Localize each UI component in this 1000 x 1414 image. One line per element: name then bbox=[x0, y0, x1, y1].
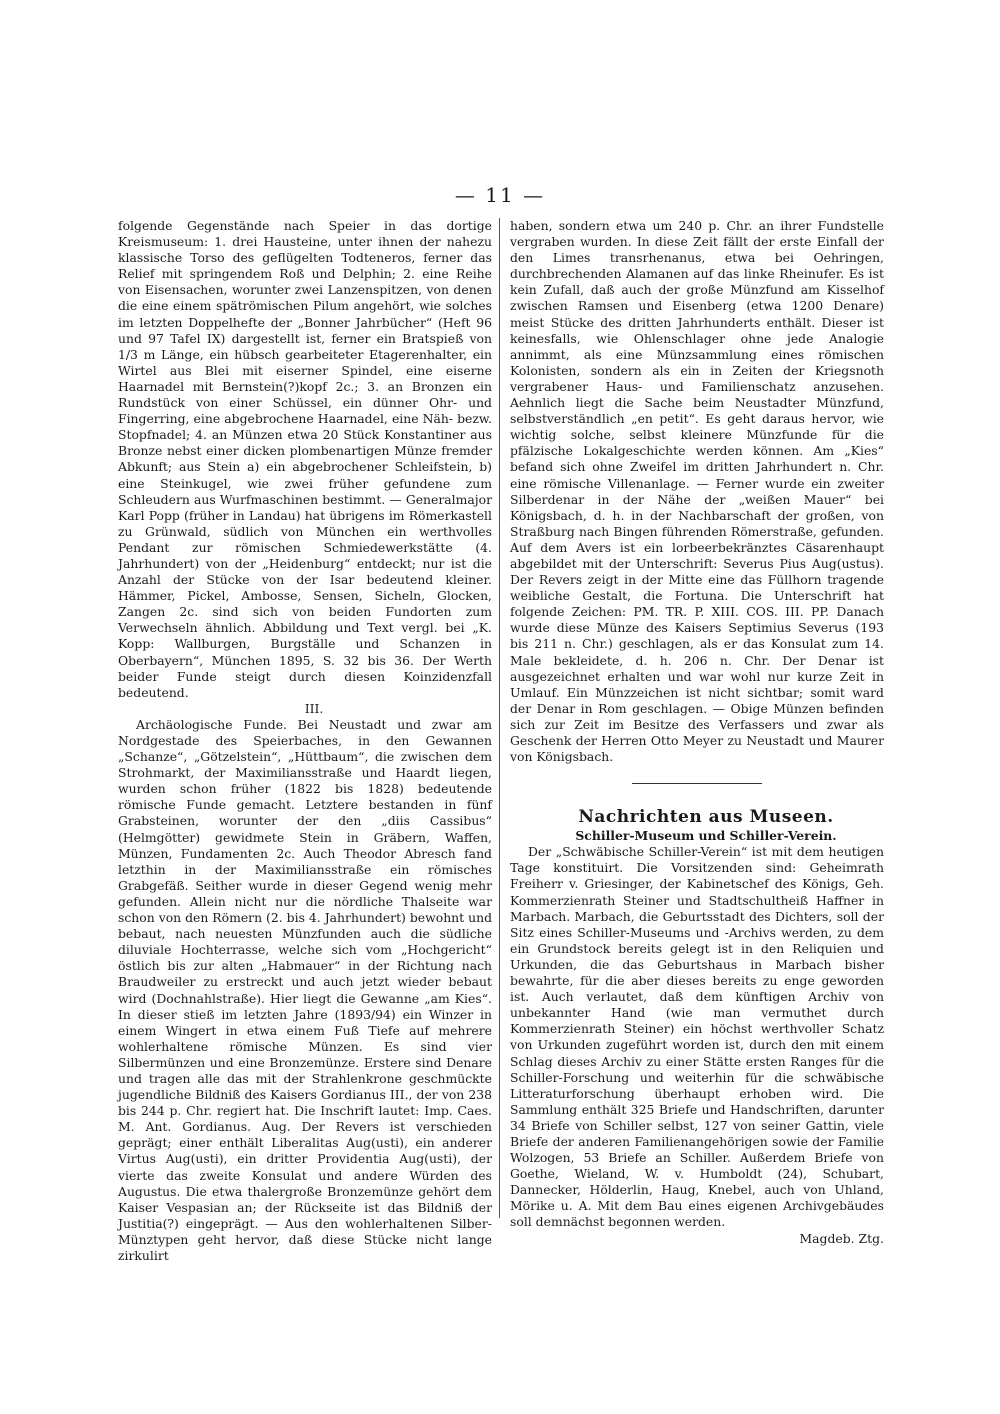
right-paragraph-1: haben, sondern etwa um 240 p. Chr. an ihrer Fundstelle vergraben wurden. In diese Zeit fällt der erste Einfall der den Limes transrhenanus, etwa bei Oehringen, durchbrechenden Alamanen auf das linke Rheinufer. Es ist kein Zufall, daß auch der große Münzfund am Kisselhof zwischen Ramsen und Eisenberg (etwa 1200 Denare) meist Stücke des dritten Jahrhunderts enthält. Dieser ist keinesfalls, wie Ohlenschlager ohne jede Analogie annimmt, als eine Münzsammlung eines römischen Kolonisten, sondern als ein in Zeiten der Kriegsnoth vergrabener Haus- und Familienschatz anzusehen. Aehnlich liegt die Sache beim Neustadter Münzfund, selbstverständlich „en petit“. Es geht daraus hervor, wie wichtig solche, selbst kleinere Münzfunde für die pfälzische Lokalgeschichte werden können. Am „Kies“ befand sich ohne Zweifel im dritten Jahrhundert n. Chr. eine römische Villenanlage. — Ferner wurde ein zweiter Silberdenar in der Nähe der „weißen Mauer“ bei Königsbach, d. h. in der Nachbarschaft der großen, von Straßburg nach Bingen führenden Römerstraße, gefunden. Auf dem Avers ist ein lorbeerbekränztes Cäsarenhaupt abgebildet mit der Unterschrift: Severus Pius Aug(ustus). Der Revers zeigt in der Mitte eine das Füllhorn tragende weibliche Gestalt, die Fortuna. Die Unterschrift hat folgende Zeichen: PM. TR. P. XIII. COS. III. PP. Danach wurde diese Münze des Kaisers Septimius Severus (193 bis 211 n. Chr.) geschlagen, als er das Konsulat zum 14. Male bekleidete, d. h. 206 n. Chr. Der Denar ist ausgezeichnet erhalten und war wohl nur kurze Zeit in Umlauf. Ein Münzzeichen ist nicht sichtbar; somit ward der Denar in Rom geschlagen. — Obige Münzen befinden sich zur Zeit im Besitze des Verfassers und zwar als Geschenk der Herren Otto Meyer zu Neustadt und Maurer von Königsbach. bbox=[510, 218, 884, 765]
page-number: — 11 — bbox=[454, 183, 546, 207]
source-citation: Magdeb. Ztg. bbox=[799, 1230, 884, 1246]
section-rule bbox=[632, 783, 762, 784]
left-paragraph-1: folgende Gegenstände nach Speier in das dortige Kreismuseum: 1. drei Hausteine, unter ihnen der nahezu klassische Torso des geflügelten Todteneros, ferner das Relief mit springendem Roß und Delphin; 2. eine Reihe von Eisensachen, worunter zwei Lanzenspitzen, von denen die eine einem spätrömischen Pilum angehört, wie solches im letzten Doppelhefte der „Bonner Jahrbücher“ (Heft 96 und 97 Tafel IX) dargestellt ist, ferner ein Bratspieß von 1/3 m Länge, ein hübsch gearbeiteter Etagerenhalter, ein Wirtel aus Blei mit eiserner Spindel, eine eiserne Haarnadel mit Bernstein(?)kopf 2c.; 3. an Bronzen ein Rundstück von einer Schüssel, ein dünner Ohr- und Fingerring, eine abgebrochene Haarnadel, eine Näh- bezw. Stopfnadel; 4. an Münzen etwa 20 Stück Konstantiner aus Bronze nebst einer dicken plombenartigen Münze fremder Abkunft; aus Stein a) ein abgebrochener Schleifstein, b) eine Steinkugel, wie zwei früher gefundene zum Schleudern aus Wurfmaschinen bestimmt. — Generalmajor Karl Popp (früher in Landau) hat übrigens im Römerkastell zu Grünwald, südlich von München ein werthvolles Pendant zur römischen Schmiedewerkstätte (4. Jahrhundert) von der „Heidenburg“ entdeckt; nur ist die Anzahl der Stücke von der Isar bedeutend kleiner. Hämmer, Pickel, Ambosse, Sensen, Sicheln, Glocken, Zangen 2c. sind sich von beiden Fundorten zum Verwechseln ähnlich. Abbildung und Text vergl. bei „K. Kopp: Wallburgen, Burgställe und Schanzen in Oberbayern“, München 1895, S. 32 bis 36. Der Werth beider Funde steigt durch diesen Koinzidenzfall bedeutend. bbox=[118, 218, 492, 700]
section-number: III. bbox=[304, 700, 324, 716]
column-divider bbox=[499, 218, 500, 1218]
left-paragraph-2: Archäologische Funde. Bei Neustadt und zwar am Nordgestade des Speierbaches, in den Gewannen „Schanze“, „Götzelstein“, „Hüttbaum“, die zwischen dem Strohmarkt, der Maximiliansstraße und Haardt liegen, wurden schon früher (1822 bis 1828) bedeutende römische Funde gemacht. Letztere bestanden in fünf Grabsteinen, worunter der den „diis Cassibus“ (Helmgötter) gewidmete Stein in Gräbern, Waffen, Münzen, Fundamenten 2c. Auch Theodor Abresch fand letzthin in der Maximiliansstraße ein römisches Grabgefäß. Seither wurde in dieser Gegend wenig mehr gefunden. Allein nicht nur die nördliche Thalseite war schon von den Römern (2. bis 4. Jahrhundert) bewohnt und bebaut, nach neuesten Münzfunden auch die südliche diluviale Hochterrasse, welche sich vom „Hochgericht“ östlich bis zur alten „Habmauer“ in der Richtung nach Braudweiler zu erstreckt und auch jetzt wieder bebaut wird (Dochnahlstraße). Hier liegt die Gewanne „am Kies“. In dieser stieß im letzten Jahre (1893/94) ein Winzer in einem Wingert in etwa einem Fuß Tiefe auf mehrere wohlerhaltene römische Münzen. Es sind vier Silbermünzen und eine Bronzemünze. Erstere sind Denare und tragen alle das mit der Strahlenkrone geschmückte jugendliche Bildniß des Kaisers Gordianus III., der von 238 bis 244 p. Chr. regiert hat. Die Inschrift lautet: Imp. Caes. M. Ant. Gordianus. Aug. Der Revers ist verschieden geprägt; einer enthält Liberalitas Aug(usti), ein anderer Virtus Aug(usti), ein dritter Providentia Aug(usti), der vierte das zweite Konsulat und andere Würden des Augustus. Die etwa thalergroße Bronzemünze gehört dem Kaiser Vespasian an; der Rückseite ist das Bildniß der Justitia(?) eingeprägt. — Aus den wohlerhaltenen Silber-Münztypen geht hervor, daß diese Stücke nicht lange zirkulirt bbox=[118, 716, 492, 1263]
news-subheading: Schiller-Museum und Schiller-Verein. bbox=[575, 828, 837, 844]
news-heading: Nachrichten aus Museen. bbox=[578, 807, 834, 828]
right-column bbox=[510, 218, 884, 1247]
right-paragraph-2: Der „Schwäbische Schiller-Verein“ ist mit dem heutigen Tage konstituirt. Die Vorsitzenden sind: Geheimrath Freiherr v. Griesinger, der Kabinetschef des Königs, Geh. Kommerzienrath Steiner und Stadtschultheiß Haffner in Marbach. Marbach, die Geburtsstadt des Dichters, soll der Sitz eines Schiller-Museums und -Archivs werden, zu dem ein Grundstock bereits gelegt ist in den Reliquien und Urkunden, die das Geburtshaus in Marbach bisher bewahrte, für die aber dieses bereits zu enge geworden ist. Auch verlautet, daß dem künftigen Archiv von unbekannter Hand (wie man vermuthet durch Kommerzienrath Steiner) ein höchst werthvoller Schatz von Urkunden zugeführt worden ist, durch den mit einem Schlag dieses Archiv zu einer Stätte ersten Ranges für die Schiller-Forschung und weiterhin für die schwäbische Litteraturforschung überhaupt erhoben wird. Die Sammlung enthält 325 Briefe und Handschriften, darunter 34 Briefe von Schiller selbst, 127 von seiner Gattin, viele Briefe der anderen Familienangehörigen sowie der Familie Wolzogen, 53 Briefe an Schiller. Außerdem Briefe von Goethe, Wieland, W. v. Humboldt (24), Schubart, Dannecker, Hölderlin, Haug, Knebel, auch von Uhland, Mörike u. A. Mit dem Bau eines eigenen Archivgebäudes soll demnächst begonnen werden. bbox=[510, 844, 884, 1230]
left-column bbox=[118, 218, 492, 1264]
